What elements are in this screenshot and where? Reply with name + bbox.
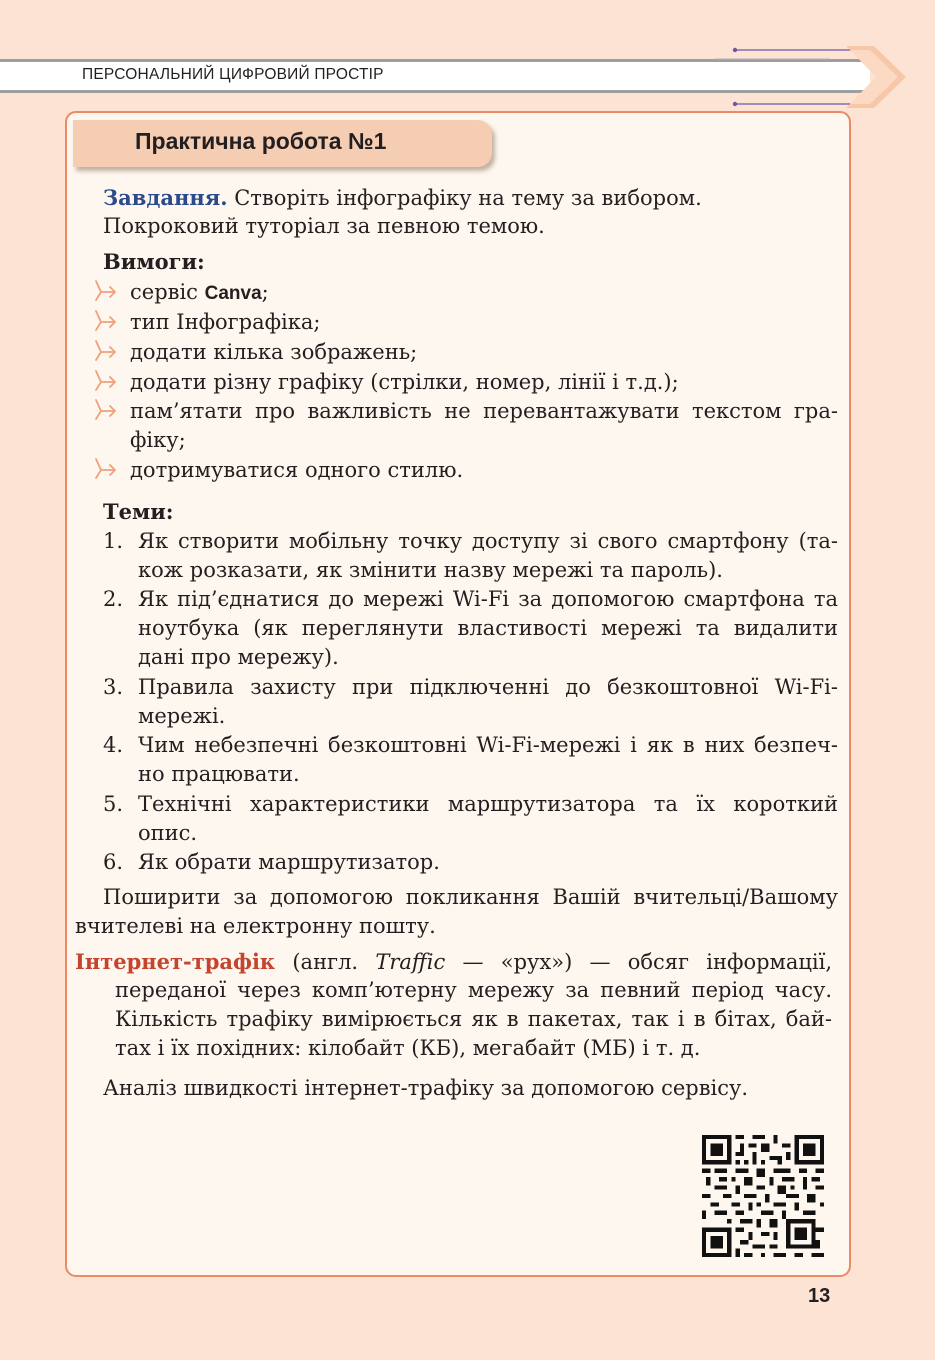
topic-4-line-2: но працювати. <box>138 762 300 786</box>
requirements-heading: Вимоги: <box>103 249 205 274</box>
requirement-item-6: дотримуватися одного стилю. <box>130 458 464 482</box>
topic-2-line-2: ноутбука (як переглянути властивості мережі та видалити <box>138 616 838 640</box>
analysis-text: Аналіз швидкості інтернет-трафіку за допомогою сервісу. <box>103 1076 749 1100</box>
hand-pointer-icon <box>93 278 119 304</box>
topic-1-line-2: кож розказати, як змінити назву мережі та пароль). <box>138 558 723 582</box>
topic-6-line-1: Як обрати маршрутизатор. <box>138 850 440 874</box>
running-header: ПЕРСОНАЛЬНИЙ ЦИФРОВИЙ ПРОСТІР <box>82 66 384 83</box>
task-text: Створіть інфографіку на тему за вибором. <box>227 186 702 210</box>
requirement-1-text: сервіс <box>130 280 205 304</box>
requirement-item-1 <box>130 278 269 308</box>
requirement-item-3: додати кілька зображень; <box>130 340 418 364</box>
topic-number-3: 3. <box>103 675 124 699</box>
topic-3-line-2: мережі. <box>138 704 226 728</box>
hand-pointer-icon <box>93 338 119 364</box>
topic-1-line-1: Як створити мобільну точку доступу зі свого смартфону (та- <box>138 529 838 553</box>
topic-5-line-2: опис. <box>138 821 198 845</box>
task-line-1 <box>103 183 702 213</box>
topic-3-line-1: Правила захисту при підключенні до безкоштовної Wi-Fi- <box>138 675 838 699</box>
task-line-2: Покроковий туторіал за певною темою. <box>103 214 545 238</box>
share-line-1: Поширити за допомогою покликання Вашій вчительці/Вашому <box>103 885 838 909</box>
qr-code-icon[interactable] <box>702 1135 824 1257</box>
topic-number-6: 6. <box>103 850 124 874</box>
topic-number-4: 4. <box>103 733 124 757</box>
topic-number-5: 5. <box>103 792 124 816</box>
topic-5-line-1: Технічні характеристики маршрутизатора та їх короткий <box>138 792 838 816</box>
definition-term: Інтернет-трафік <box>75 949 276 974</box>
requirement-item-2: тип Інфографіка; <box>130 310 321 334</box>
topic-4-line-1: Чим небезпечні безкоштовні Wi-Fi-мережі і як в них безпеч- <box>138 733 838 757</box>
hand-pointer-icon <box>93 368 119 394</box>
header-arrow-decoration <box>700 38 920 118</box>
definition-line-3: Кількість трафіку вимірюється як в пакетах, так і в бітах, бай- <box>115 1007 832 1031</box>
definition-line-4: тах і їх похідних: кілобайт (КБ), мегабайт (МБ) і т. д. <box>115 1036 701 1060</box>
requirement-item-5-line-1: пам’ятати про важливість не перевантажувати текстом гра- <box>130 399 838 423</box>
topics-heading: Теми: <box>103 499 174 524</box>
topic-2-line-3: дані про мережу). <box>138 645 339 669</box>
requirement-item-4: додати різну графіку (стрілки, номер, лінії і т.д.); <box>130 370 679 394</box>
definition-line-1 <box>75 947 832 977</box>
definition-text-b: — «рух») — обсяг інформації, <box>445 950 832 974</box>
page-number: 13 <box>808 1285 831 1307</box>
task-label: Завдання. <box>103 185 228 210</box>
requirement-1-bold: Canva <box>204 283 262 304</box>
requirement-item-5-line-2: фіку; <box>130 428 186 452</box>
share-line-2: вчителеві на електронну пошту. <box>75 914 436 938</box>
hand-pointer-icon <box>93 397 119 423</box>
topic-number-1: 1. <box>103 529 124 553</box>
requirement-1-end: ; <box>261 280 269 304</box>
topic-2-line-1: Як під’єднатися до мережі Wi-Fi за допомогою смартфона та <box>138 587 838 611</box>
definition-text-a: (англ. <box>275 950 376 974</box>
definition-line-2: переданої через комп’ютерну мережу за певний період часу. <box>115 978 832 1002</box>
topic-number-2: 2. <box>103 587 124 611</box>
hand-pointer-icon <box>93 308 119 334</box>
hand-pointer-icon <box>93 456 119 482</box>
section-title: Практична робота №1 <box>135 128 387 154</box>
definition-italic: Traffic <box>375 950 446 974</box>
